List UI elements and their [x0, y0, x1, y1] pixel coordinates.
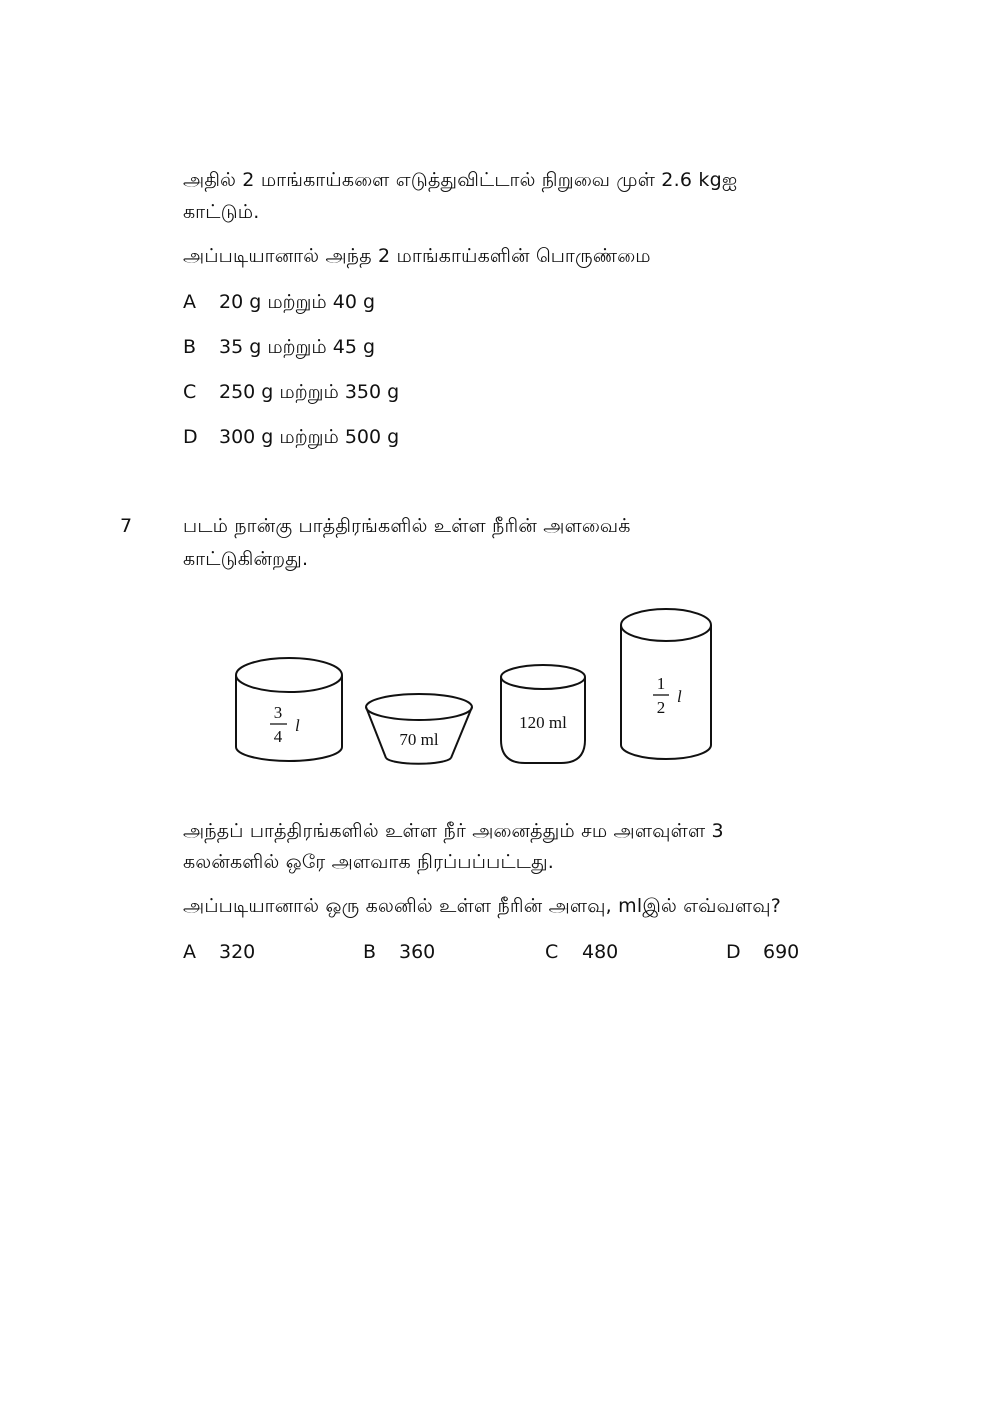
container-1-cylinder: [236, 658, 342, 761]
q6-question: அப்படியானால் அந்த 2 மாங்காய்களின் பொருண்மை: [183, 245, 651, 267]
containers-figure: [0, 600, 1000, 775]
container-4-numerator: 1: [656, 674, 666, 693]
container-4-unit: l: [677, 687, 682, 706]
q6-option-b-text: 35 g மற்றும் 45 g: [219, 336, 376, 358]
container-2-bowl: [366, 694, 472, 764]
container-1-denominator: 4: [273, 727, 283, 746]
q6-option-d-text: 300 g மற்றும் 500 g: [219, 426, 400, 448]
q7-option-d-letter: D: [726, 941, 741, 963]
q7-option-a-text: 320: [219, 941, 256, 963]
q7-option-b-letter: B: [363, 941, 377, 963]
q7-option-c-text: 480: [582, 941, 619, 963]
q7-option-a-letter: A: [183, 941, 196, 963]
q7-option-b-text: 360: [399, 941, 436, 963]
container-3-label: 120 ml: [519, 713, 567, 732]
q7-option-c-letter: C: [545, 941, 559, 963]
container-4-tall-cylinder: [621, 609, 711, 759]
q7-line-2: காட்டுகின்றது.: [183, 548, 309, 570]
container-1-numerator: 3: [273, 703, 283, 722]
q6-line-1: அதில் 2 மாங்காய்களை எடுத்துவிட்டால் நிறுவை முள் 2.6 kgஐ: [183, 169, 738, 191]
q7-line-1: படம் நான்கு பாத்திரங்களில் உள்ள நீரின் அளவைக்: [183, 515, 631, 537]
q7-number: 7: [120, 515, 133, 537]
q7-option-d-text: 690: [763, 941, 800, 963]
q6-option-c-letter: C: [183, 381, 197, 403]
q6-line-2: காட்டும்.: [183, 201, 260, 223]
container-2-label: 70 ml: [399, 730, 439, 749]
q6-option-a-text: 20 g மற்றும் 40 g: [219, 291, 376, 313]
q6-option-a-letter: A: [183, 291, 196, 313]
q7-question: அப்படியானால் ஒரு கலனில் உள்ள நீரின் அளவு, mlஇல் எவ்வளவு?: [183, 895, 782, 917]
q6-option-c-text: 250 g மற்றும் 350 g: [219, 381, 400, 403]
container-4-denominator: 2: [656, 698, 666, 717]
q6-option-d-letter: D: [183, 426, 198, 448]
q7-line-3: அந்தப் பாத்திரங்களில் உள்ள நீர் அனைத்தும் சம அளவுள்ள 3: [183, 820, 724, 842]
container-1-unit: l: [295, 716, 300, 735]
q6-option-b-letter: B: [183, 336, 197, 358]
q7-line-4: கலன்களில் ஒரே அளவாக நிரப்பப்பட்டது.: [183, 851, 555, 873]
